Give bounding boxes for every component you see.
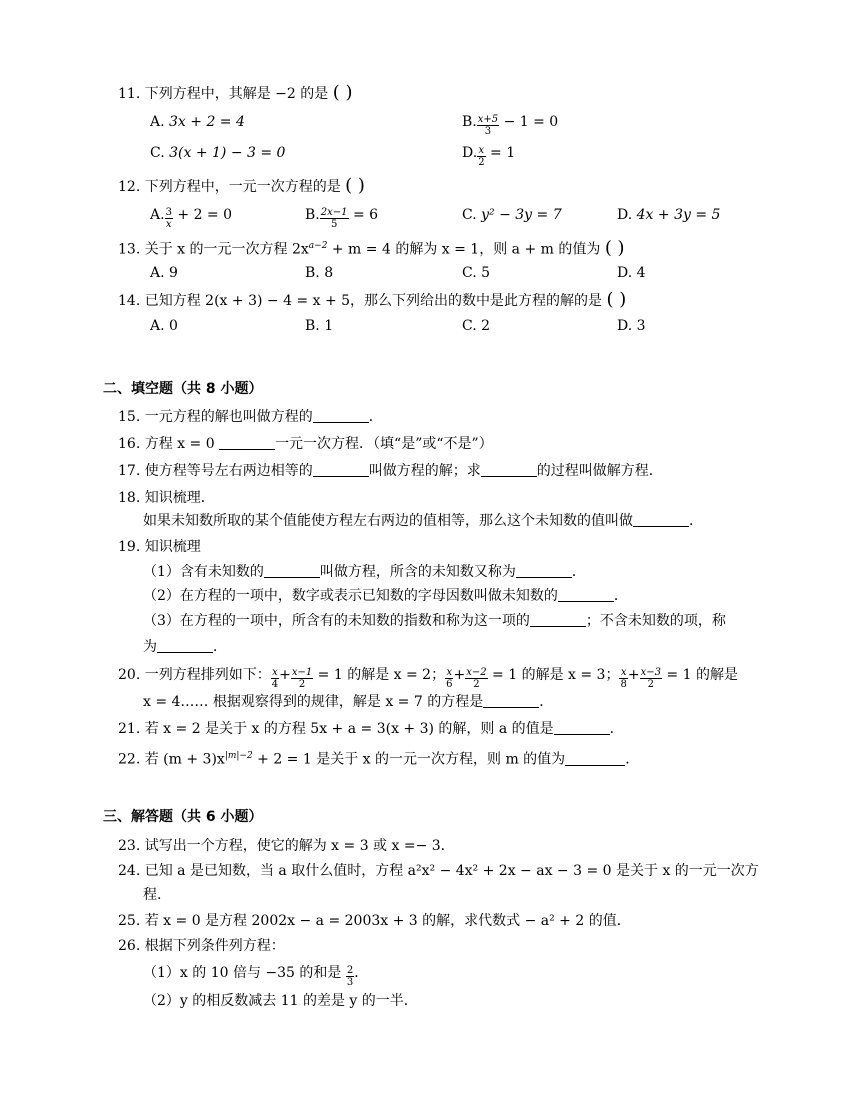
option-13-c: C. 5 — [462, 265, 491, 281]
answer-blank — [313, 462, 369, 477]
question-23: 23. 试写出一个方程，使它的解为 x = 3 或 x =− 3． — [118, 838, 455, 854]
answer-paren: ( ) — [345, 175, 365, 196]
question-26-part-2: （2）y 的相反数减去 11 的差是 y 的一半． — [143, 993, 418, 1009]
answer-paren: ( ) — [332, 82, 353, 103]
question-19-part-3: （3）在方程的一项中，所含有的未知数的指数和称为这一项的 ；不含未知数的项，称 — [143, 613, 726, 629]
question-19-part-3-cont: 为 ． — [143, 639, 227, 655]
question-15: 15. 一元方程的解也叫做方程的 ． — [118, 409, 383, 425]
answer-blank — [554, 720, 610, 735]
question-25: 25. 若 x = 0 是方程 2002x − a = 2003x + 3 的解，求代数式 − a² + 2 的值． — [118, 913, 631, 929]
answer-paren: ( ) — [606, 289, 627, 310]
answer-blank — [264, 563, 320, 578]
answer-blank — [565, 751, 625, 766]
option-14-a: A. 0 — [150, 318, 178, 334]
option-14-c: C. 2 — [462, 318, 491, 334]
option-13-a: A. 9 — [150, 265, 178, 281]
question-21: 21. 若 x = 2 是关于 x 的方程 5x + a = 3(x + 3) 的解，则 a 的值是 ． — [118, 721, 624, 737]
question-26-part-1: （1）x 的 10 倍与 −35 的和是 $\frac{2}{3}$ ． — [143, 965, 369, 988]
option-11-d: D. $\frac{x}{2}$ = 1 — [462, 145, 516, 168]
section-2-heading: 二、填空题（共 8 小题） — [103, 381, 263, 397]
question-20: 20. 一列方程排列如下： $\frac{x}{4}$ + $\frac{x-1}{2}$ = 1 的解是 x = 2； $\frac{x}{6}$ + $\frac{x-2}{2}$ = 1 的解是 x = 3； $\frac{x}{8}$ + $\frac{x-3}{2}$ = 1 的解是 — [118, 667, 738, 690]
fraction: $\frac{2x-1}{5}$ — [320, 207, 348, 230]
option-13-b: B. 8 — [305, 265, 334, 281]
question-26: 26. 根据下列条件列方程： — [118, 938, 285, 954]
question-11: 11. 下列方程中，其解是 −2 的是 ( ) — [118, 82, 353, 103]
answer-blank — [219, 435, 275, 450]
answer-blank — [558, 587, 614, 602]
question-19-part-1: （1）含有未知数的 叫做方程，所含的未知数又称为 ． — [143, 564, 586, 580]
option-13-d: D. 4 — [617, 265, 646, 281]
answer-blank — [530, 612, 586, 627]
answer-paren: ( ) — [604, 237, 625, 259]
question-24: 24. 已知 a 是已知数，当 a 取什么值时，方程 a²x² − 4x² + 2x − ax − 3 = 0 是关于 x 的一元一次方 — [118, 863, 759, 879]
answer-blank — [516, 563, 572, 578]
fraction: $\frac{x+5}{3}$ — [477, 114, 499, 137]
question-19-part-2: （2）在方程的一项中，数字或表示已知数的字母因数叫做未知数的 ． — [143, 588, 628, 604]
answer-blank — [157, 638, 213, 653]
question-24-cont: 程. — [143, 887, 162, 903]
option-11-c: C. 3(x + 1) − 3 = 0 — [150, 145, 286, 161]
answer-blank — [633, 512, 689, 527]
option-11-a: A. 3x + 2 = 4 — [150, 114, 245, 130]
fraction: $\frac{x}{2}$ — [478, 145, 485, 168]
option-12-b: B. $\frac{2x-1}{5}$ = 6 — [305, 207, 379, 230]
question-19: 19. 知识梳理 — [118, 539, 201, 555]
question-20-cont: x = 4…… 根据观察得到的规律，解是 x = 7 的方程是 ． — [143, 694, 554, 710]
question-18: 18. 知识梳理． — [118, 490, 215, 506]
option-12-a: A. $\frac{3}{x}$ + 2 = 0 — [150, 207, 233, 230]
question-12: 12. 下列方程中，一元一次方程的是 ( ) — [118, 175, 365, 196]
question-18-body: 如果未知数所取的某个值能使方程左右两边的值相等，那么这个未知数的值叫做 ． — [143, 513, 703, 529]
question-22: 22. 若 $(m + 3)x^{|m|-2} + 2 = 1$ 是关于 x 的一元一次方程，则 m 的值为 ． — [118, 751, 640, 768]
question-13: 13. 关于 x 的一元一次方程 $2x^{a-2} + m = 4$ 的解为 x = 1，则 a + m 的值为 ( ) — [118, 237, 625, 259]
question-17: 17. 使方程等号左右两边相等的 叫做方程的解；求 的过程叫做解方程． — [118, 463, 663, 479]
option-12-c: C. y² − 3y = 7 — [462, 207, 562, 223]
question-14: 14. 已知方程 2(x + 3) − 4 = x + 5，那么下列给出的数中是此方程的解的是 ( ) — [118, 289, 627, 310]
option-14-b: B. 1 — [305, 318, 334, 334]
question-16: 16. 方程 x = 0 一元一次方程．（填“是”或“不是”） — [118, 436, 493, 452]
option-14-d: D. 3 — [617, 318, 646, 334]
option-12-d: D. 4x + 3y = 5 — [617, 207, 721, 223]
fraction: $\frac{3}{x}$ — [165, 207, 172, 230]
answer-blank — [313, 408, 369, 423]
answer-blank — [483, 693, 539, 708]
answer-blank — [481, 462, 537, 477]
section-3-heading: 三、解答题（共 6 小题） — [103, 809, 263, 825]
option-11-b: B. $\frac{x+5}{3}$ − 1 = 0 — [462, 114, 559, 137]
